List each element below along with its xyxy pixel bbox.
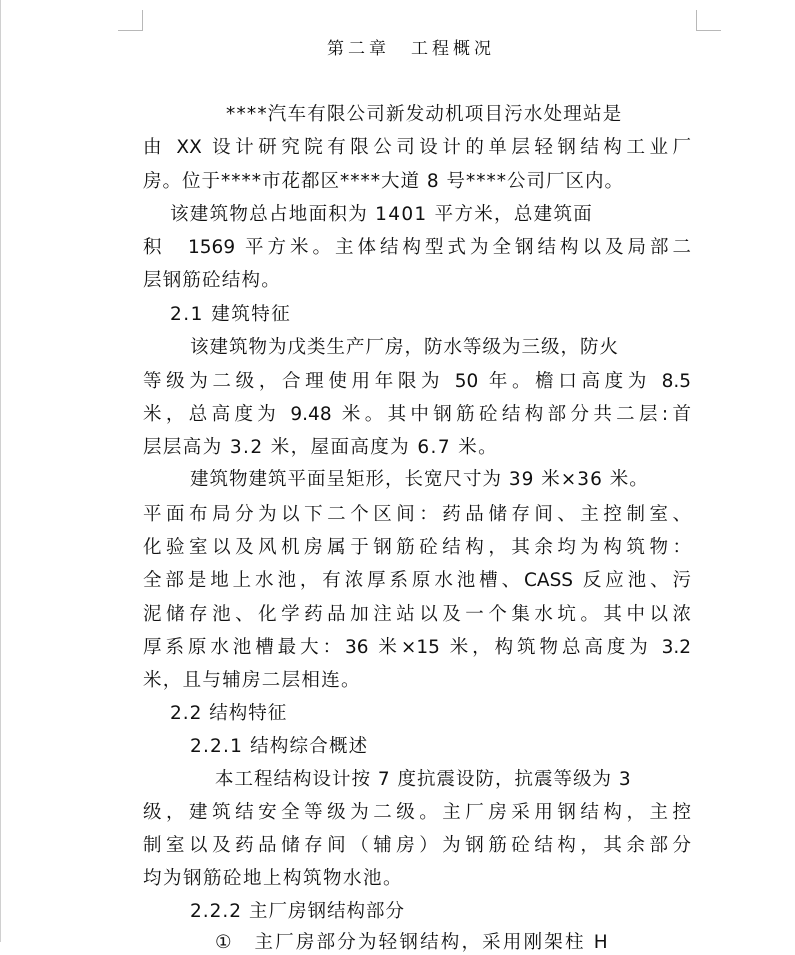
crop-mark-top-right xyxy=(696,10,721,31)
paragraph-3-line-1: 该建筑物为戊类生产厂房，防水等级为三级，防火 xyxy=(190,337,620,358)
section-heading-2-1: 2.1 建筑特征 xyxy=(170,304,292,325)
paragraph-3-line-4: 层层高为 3.2 米，屋面高度为 6.7 米。 xyxy=(143,437,499,458)
paragraph-4-line-3: 化验室以及风机房属于钢筋砼结构，其余均为构筑物： xyxy=(143,537,691,558)
paragraph-4-line-5: 泥储存池、化学药品加注站以及一个集水坑。其中以浓 xyxy=(143,604,691,625)
section-heading-2-2: 2.2 结构特征 xyxy=(170,703,288,724)
paragraph-5-line-2: 级，建筑结安全等级为二级。主厂房采用钢结构，主控 xyxy=(143,802,691,823)
crop-mark-top-left xyxy=(118,10,143,31)
paragraph-5-line-3: 制室以及药品储存间（辅房）为钢筋砼结构，其余部分 xyxy=(143,835,691,856)
paragraph-4-line-2: 平面布局分为以下二个区间：药品储存间、主控制室、 xyxy=(143,504,691,525)
paragraph-2-line-2: 积 1569 平方米。主体结构型式为全钢结构以及局部二 xyxy=(143,237,691,258)
paragraph-3-line-3: 米，总高度为 9.48 米。其中钢筋砼结构部分共二层:首 xyxy=(143,404,691,425)
paragraph-4-line-7: 米，且与辅房二层相连。 xyxy=(143,670,361,691)
paragraph-1-line-1: ****汽车有限公司新发动机项目污水处理站是 xyxy=(226,104,623,125)
section-heading-2-2-2: 2.2.2 主厂房钢结构部分 xyxy=(190,901,405,922)
paragraph-4-line-6: 厚系原水池槽最大：36 米×15 米，构筑物总高度为 3.2 xyxy=(143,637,691,658)
section-heading-2-2-1: 2.2.1 结构综合概述 xyxy=(190,736,369,757)
paragraph-5-line-4: 均为钢筋砼地上构筑物水池。 xyxy=(143,868,404,889)
paragraph-2-line-3: 层钢筋砼结构。 xyxy=(143,270,281,291)
paragraph-5-line-1: 本工程结构设计按 7 度抗震设防，抗震等级为 3 xyxy=(215,769,632,790)
paragraph-1-line-2: 由 XX 设计研究院有限公司设计的单层轻钢结构工业厂 xyxy=(143,137,691,158)
list-item-1-line-1: ① 主厂房部分为轻钢结构，采用刚架柱 H xyxy=(215,932,610,953)
paragraph-2-line-1: 该建筑物总占地面积为 1401 平方米，总建筑面 xyxy=(170,204,594,225)
paragraph-1-line-3: 房。位于****市花都区****大道 8 号****公司厂区内。 xyxy=(143,171,625,192)
paragraph-3-line-2: 等级为二级，合理使用年限为 50 年。檐口高度为 8.5 xyxy=(143,371,691,392)
chapter-title: 第二章 工程概况 xyxy=(327,39,495,59)
page-left-edge xyxy=(0,0,1,942)
paragraph-4-line-4: 全部是地上水池，有浓厚系原水池槽、CASS 反应池、污 xyxy=(143,570,691,591)
paragraph-4-line-1: 建筑物建筑平面呈矩形，长宽尺寸为 39 米×36 米。 xyxy=(190,469,649,490)
